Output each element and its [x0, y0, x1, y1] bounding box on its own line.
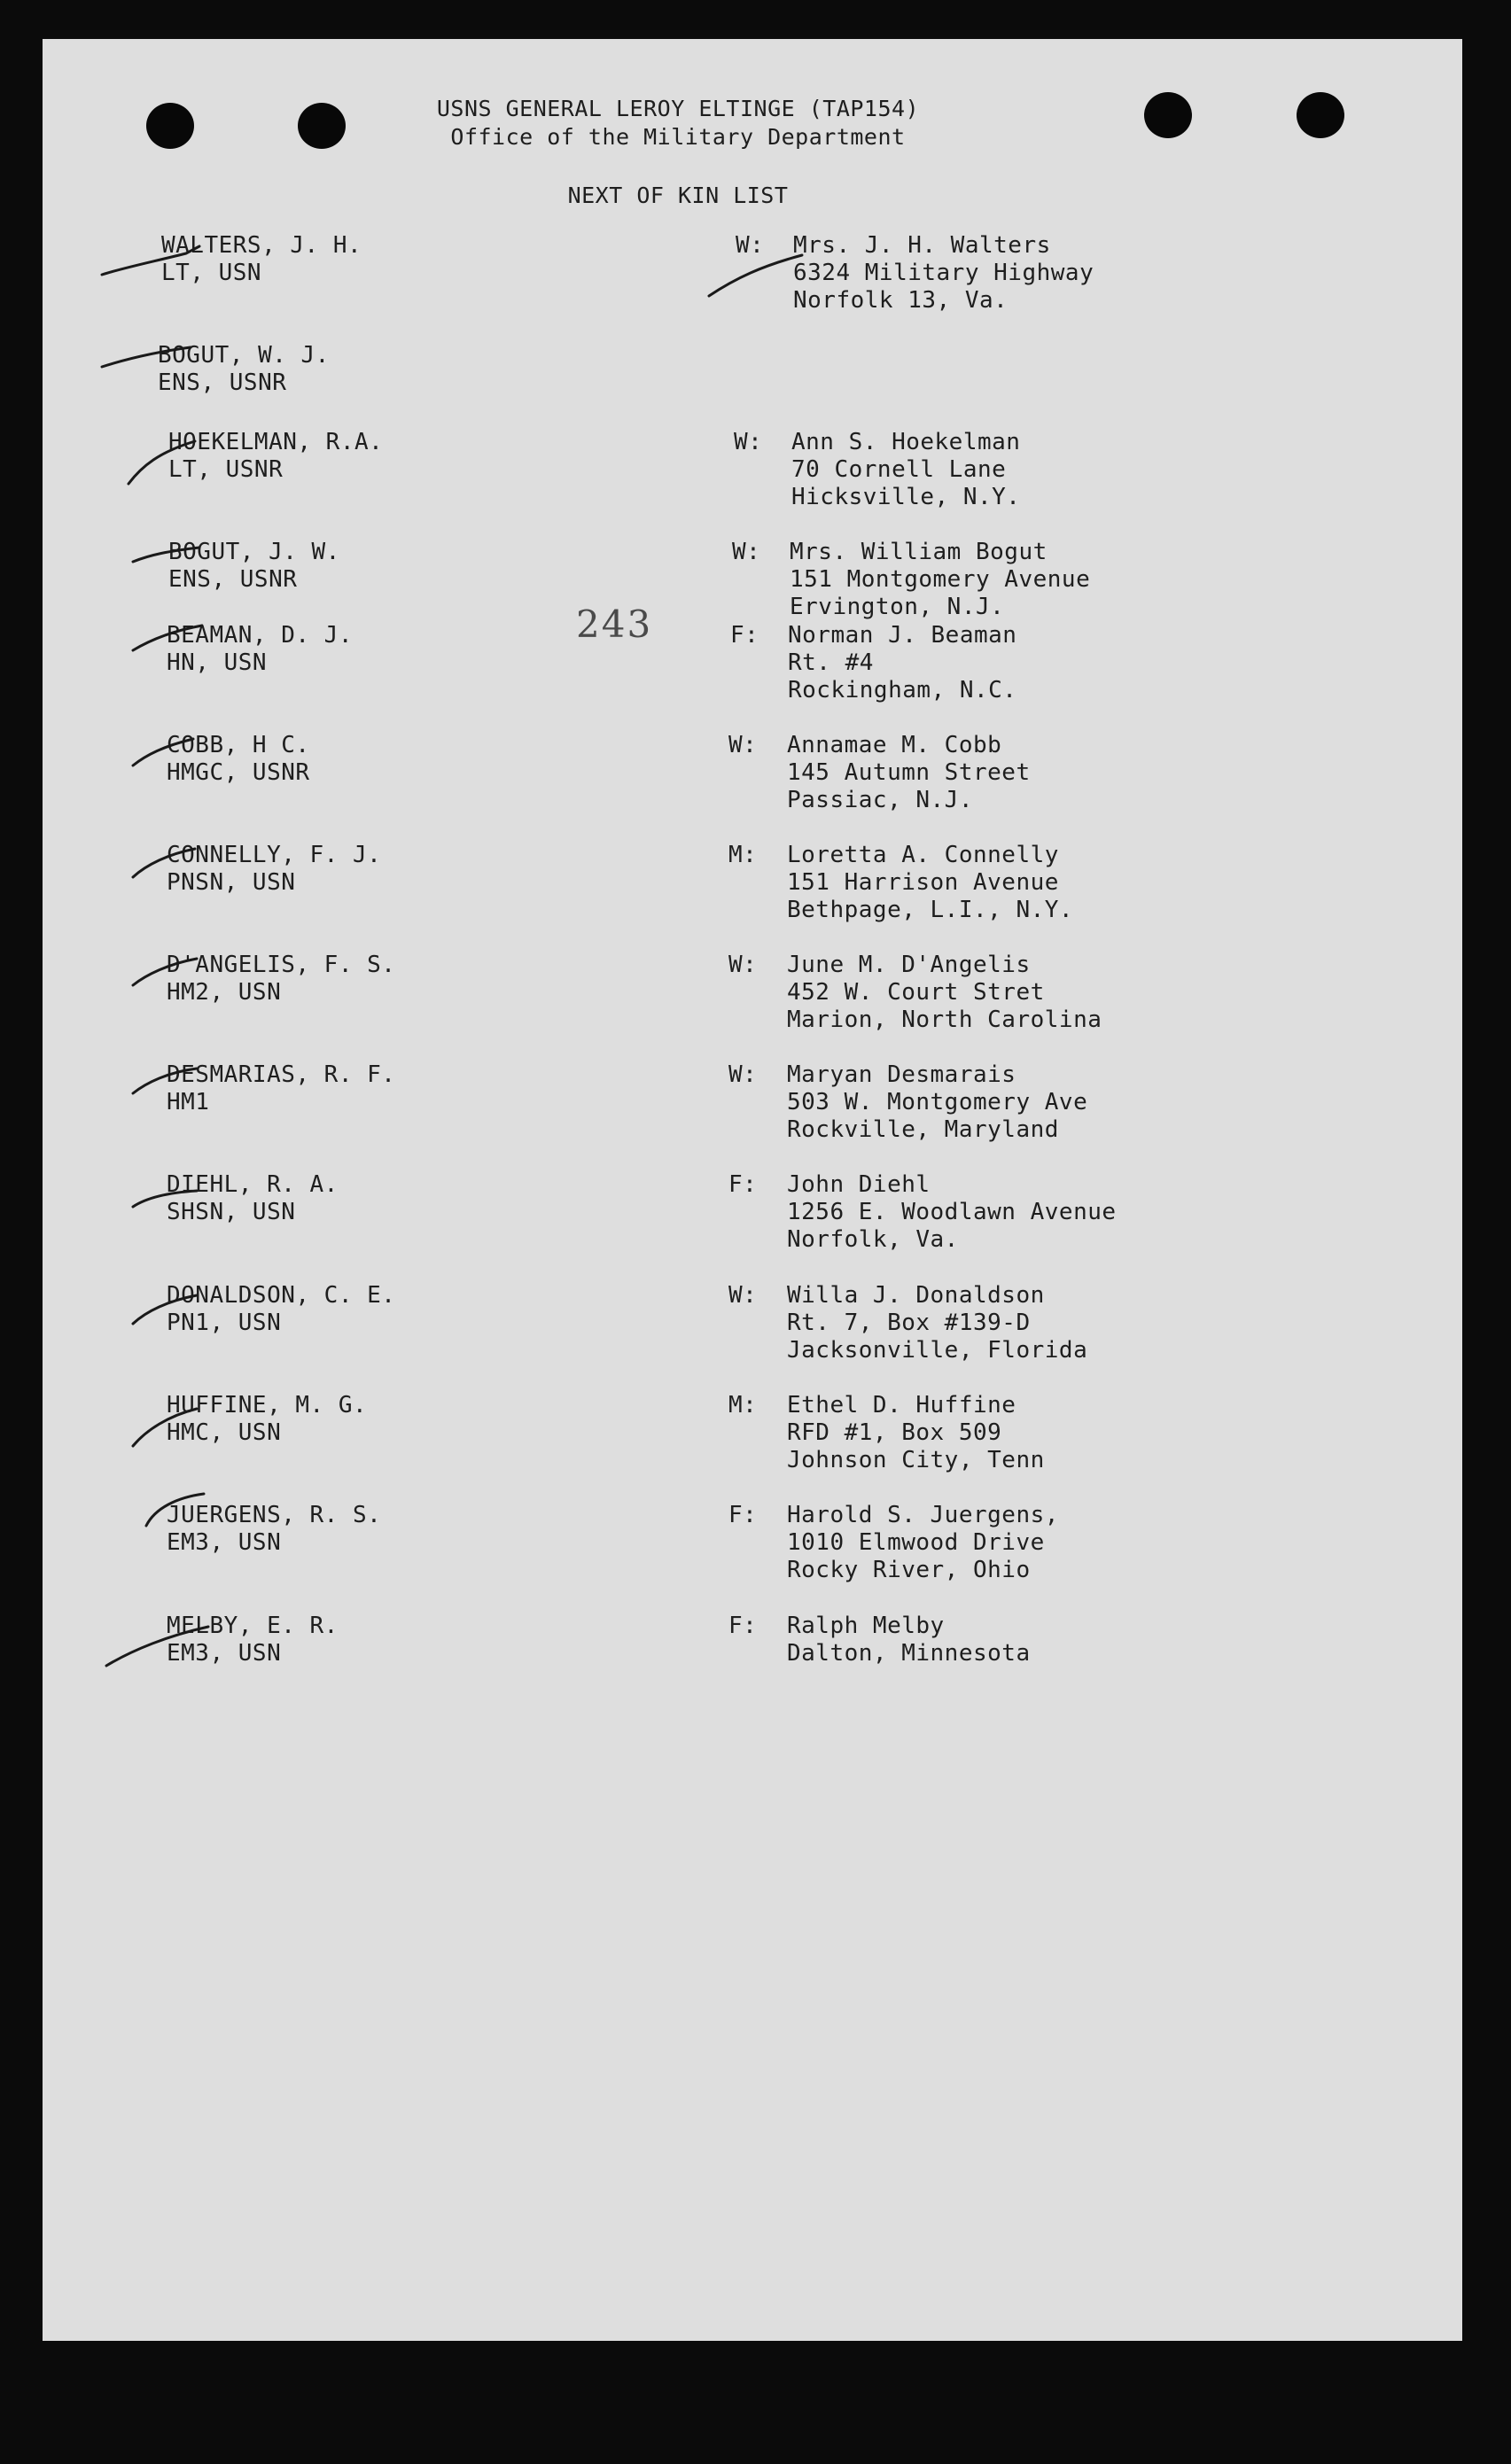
- punch-hole-right-2: [1297, 92, 1344, 138]
- entry-address-line3: Rockingham, N.C.: [788, 677, 1017, 703]
- entry-address-line2: 503 W. Montgomery Ave: [787, 1089, 1088, 1115]
- entry-rate: HM2, USN: [167, 979, 282, 1006]
- entry-address-line1: Ann S. Hoekelman: [791, 429, 1021, 455]
- entry-name: DIEHL, R. A.: [167, 1171, 339, 1198]
- entry-address-line3: Bethpage, L.I., N.Y.: [787, 897, 1074, 923]
- entry-address-line2: Rt. #4: [788, 649, 874, 676]
- entry-name: HOEKELMAN, R.A.: [168, 429, 384, 455]
- entry-rate: ENS, USNR: [168, 566, 298, 593]
- entry-address-line1: Annamae M. Cobb: [787, 732, 1002, 758]
- entry-name: CONNELLY, F. J.: [167, 842, 382, 868]
- entry-rate: HM1: [167, 1089, 210, 1115]
- entry-address-line2: 452 W. Court Stret: [787, 979, 1045, 1006]
- entry-rate: EM3, USN: [167, 1640, 282, 1667]
- entry-relation: W:: [728, 1282, 758, 1309]
- entry-address-line3: Marion, North Carolina: [787, 1007, 1102, 1033]
- entry-rate: SHSN, USN: [167, 1199, 296, 1225]
- entry-relation: F:: [730, 622, 759, 649]
- entry-address-line3: Norfolk, Va.: [787, 1226, 959, 1253]
- entry-address-line2: 151 Montgomery Avenue: [790, 566, 1091, 593]
- entry-address-line2: Rt. 7, Box #139-D: [787, 1310, 1031, 1336]
- entry-address-line1: Norman J. Beaman: [788, 622, 1017, 649]
- entry-address-line2: 145 Autumn Street: [787, 759, 1031, 786]
- entry-address-line1: Ralph Melby: [787, 1613, 945, 1639]
- entry-rate: HMC, USN: [167, 1419, 282, 1446]
- entry-address-line2: RFD #1, Box 509: [787, 1419, 1002, 1446]
- entry-name: BOGUT, W. J.: [158, 342, 330, 369]
- entry-relation: M:: [728, 842, 758, 868]
- entry-rate: LT, USN: [161, 260, 262, 286]
- entry-name: BOGUT, J. W.: [168, 539, 340, 565]
- entry-address-line1: Harold S. Juergens,: [787, 1502, 1059, 1528]
- entry-name: D'ANGELIS, F. S.: [167, 952, 396, 978]
- punch-hole-left-2: [298, 103, 346, 149]
- page-number-stamp: 243: [576, 602, 653, 646]
- entry-name: HUFFINE, M. G.: [167, 1392, 368, 1419]
- entry-name: MELBY, E. R.: [167, 1613, 339, 1639]
- entry-rate: PNSN, USN: [167, 869, 296, 896]
- entry-name: BEAMAN, D. J.: [167, 622, 353, 649]
- entry-relation: W:: [732, 539, 761, 565]
- entry-address-line1: Mrs. William Bogut: [790, 539, 1048, 565]
- entry-address-line3: Rocky River, Ohio: [787, 1557, 1031, 1583]
- entry-address-line3: Hicksville, N.Y.: [791, 484, 1021, 510]
- entry-name: JUERGENS, R. S.: [167, 1502, 382, 1528]
- entry-relation: W:: [728, 952, 758, 978]
- entry-relation: W:: [728, 1061, 758, 1088]
- entry-rate: LT, USNR: [168, 456, 284, 483]
- entry-address-line2: Dalton, Minnesota: [787, 1640, 1031, 1667]
- entry-relation: W:: [728, 732, 758, 758]
- entry-name: WALTERS, J. H.: [161, 232, 362, 259]
- entry-address-line1: Willa J. Donaldson: [787, 1282, 1045, 1309]
- entry-relation: M:: [728, 1392, 758, 1419]
- office-line: Office of the Military Department: [450, 124, 906, 150]
- entry-address-line2: 1010 Elmwood Drive: [787, 1529, 1045, 1556]
- entry-rate: HMGC, USNR: [167, 759, 310, 786]
- entry-rate: HN, USN: [167, 649, 268, 676]
- entry-name: DONALDSON, C. E.: [167, 1282, 396, 1309]
- entry-address-line1: Loretta A. Connelly: [787, 842, 1059, 868]
- entry-address-line1: Mrs. J. H. Walters: [793, 232, 1051, 259]
- entry-relation: F:: [728, 1613, 758, 1639]
- entry-name: COBB, H C.: [167, 732, 310, 758]
- entry-address-line3: Rockville, Maryland: [787, 1116, 1059, 1143]
- entry-address-line2: 1256 E. Woodlawn Avenue: [787, 1199, 1117, 1225]
- entry-relation: F:: [728, 1502, 758, 1528]
- entry-address-line3: Jacksonville, Florida: [787, 1337, 1088, 1364]
- list-title: NEXT OF KIN LIST: [567, 183, 789, 208]
- entry-rate: PN1, USN: [167, 1310, 282, 1336]
- entry-rate: ENS, USNR: [158, 369, 287, 396]
- entry-name: DESMARIAS, R. F.: [167, 1061, 396, 1088]
- entry-address-line2: 70 Cornell Lane: [791, 456, 1007, 483]
- entry-address-line3: Ervington, N.J.: [790, 594, 1005, 620]
- entry-address-line3: Norfolk 13, Va.: [793, 287, 1009, 314]
- punch-hole-left-1: [146, 103, 194, 149]
- entry-address-line1: Maryan Desmarais: [787, 1061, 1016, 1088]
- entry-rate: EM3, USN: [167, 1529, 282, 1556]
- entry-address-line1: John Diehl: [787, 1171, 931, 1198]
- entry-address-line2: 151 Harrison Avenue: [787, 869, 1059, 896]
- entry-address-line2: 6324 Military Highway: [793, 260, 1094, 286]
- entry-relation: F:: [728, 1171, 758, 1198]
- entry-address-line3: Passiac, N.J.: [787, 787, 973, 813]
- entry-relation: W:: [734, 429, 763, 455]
- ship-name-line: USNS GENERAL LEROY ELTINGE (TAP154): [436, 96, 920, 121]
- entry-address-line1: Ethel D. Huffine: [787, 1392, 1016, 1419]
- punch-hole-right-1: [1144, 92, 1192, 138]
- entry-address-line1: June M. D'Angelis: [787, 952, 1031, 978]
- entry-address-line3: Johnson City, Tenn: [787, 1447, 1045, 1473]
- entry-relation: W:: [736, 232, 765, 259]
